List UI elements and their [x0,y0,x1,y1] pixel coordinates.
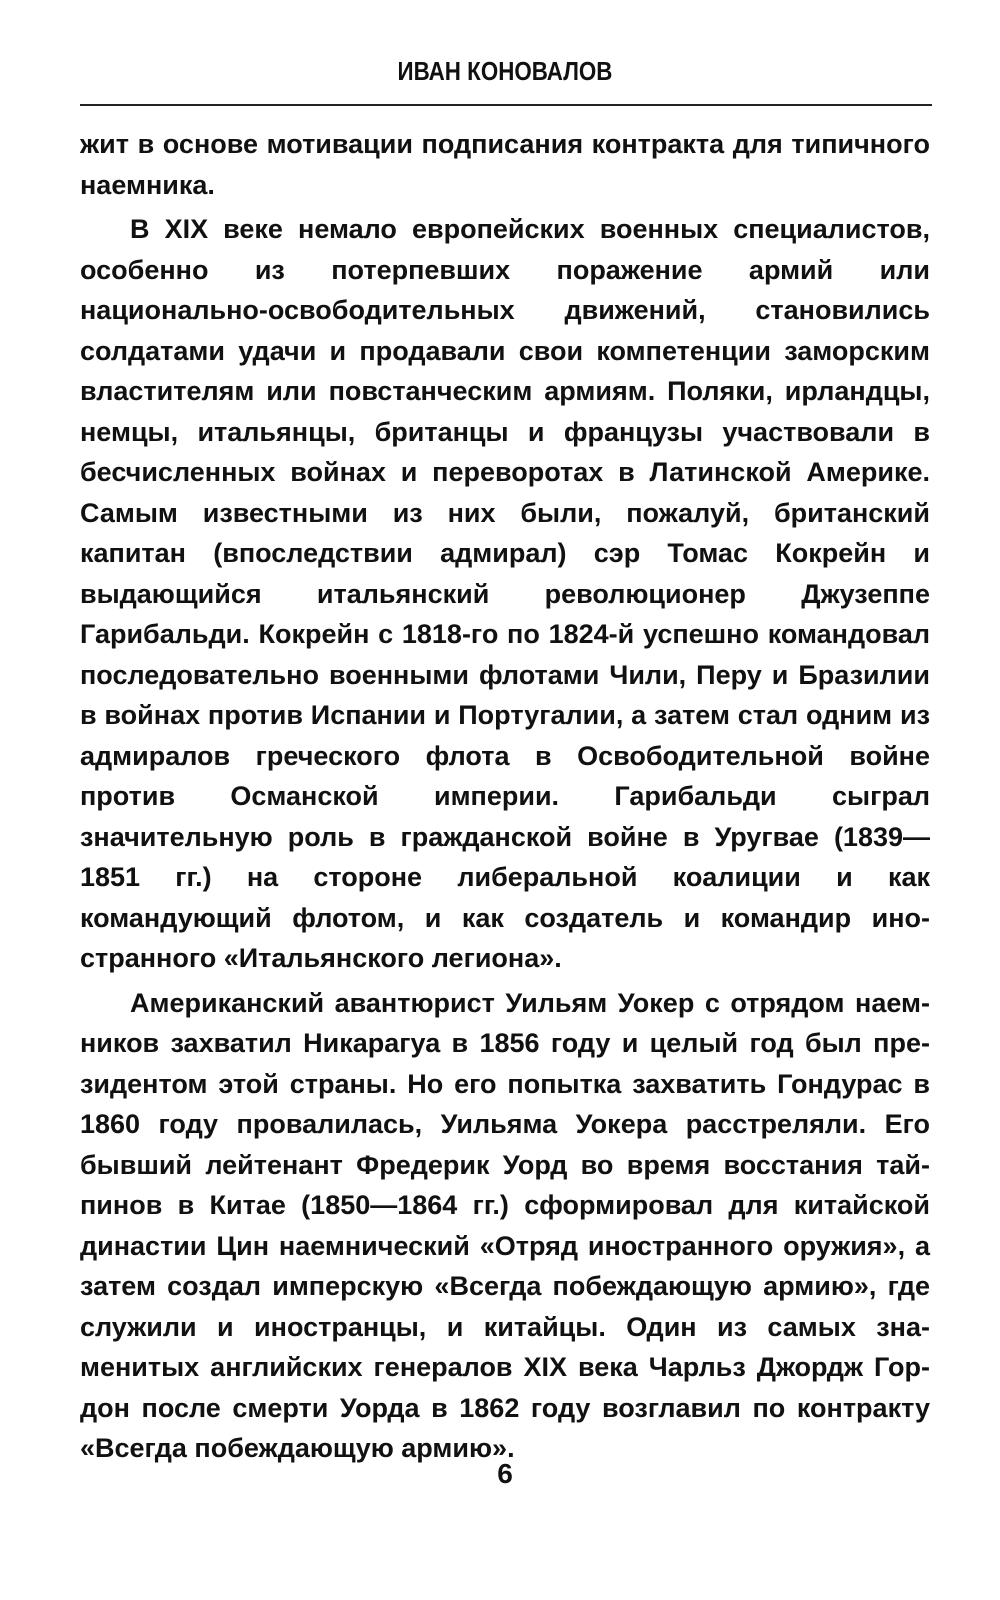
page-number: 6 [497,1458,513,1489]
paragraph: В XIX веке немало европейских военных специалистов, особенно из потерпевших поражение армий или национально-освободительных движений, становились солдатами удачи и продавали свои компетенции заморским властителям или повстанческим армиям. Поляки, ирландцы, немцы, итальянцы, британцы и французы участвовали в бесчисленных войнах и переворотах в Латинской Америке. Самым известными из них были, пожалуй, британский капитан (впоследствии адмирал) сэр Томас Кокрейн и выдающийся итальянский революционер Джузеппе Гарибальди. Кокрейн с 1818-го по 1824-й успешно командовал последовательно военными флотами Чили, Перу и Бразилии в войнах против Испании и Португалии, а затем стал одним из адмиралов греческого флота в Освободительной войне против Османской империи. Гарибальди сыграл значительную роль в гражданской войне в Уругвае (1839—1851 гг.) на стороне либеральной коалиции и как командующий флотом, и как создатель и командир иностранного «Итальянского легиона». [80,214,930,973]
running-head-title: ИВАН КОНОВАЛОВ [397,56,613,86]
paragraph: Американский авантюрист Уильям Уокер с отрядом наемников захватил Никарагуа в 1856 году и целый год был президентом этой страны. Но его попытка захватить Гондурас в 1860 году провалилась, Уильяма Уокера расстреляли. Его бывший лейтенант Фредерик Уорд во время восстания тайпинов в Китае (1850—1864 гг.) сформировал для китайской династии Цин наемнический «Отряд иностранного оружия», а затем создал имперскую «Всегда побеждающую армию», где служили и иностранцы, и китайцы. Один из самых знаменитых английских генералов XIX века Чарльз Джордж Гордон после смерти Уорда в 1862 году возглавил по контракту «Всегда побеждающую армию». [80,987,930,1463]
paragraph-continued: жит в основе мотивации подписания контракта для типичного наемника. [80,129,930,200]
header-rule [80,104,932,106]
body-text [80,124,930,1469]
